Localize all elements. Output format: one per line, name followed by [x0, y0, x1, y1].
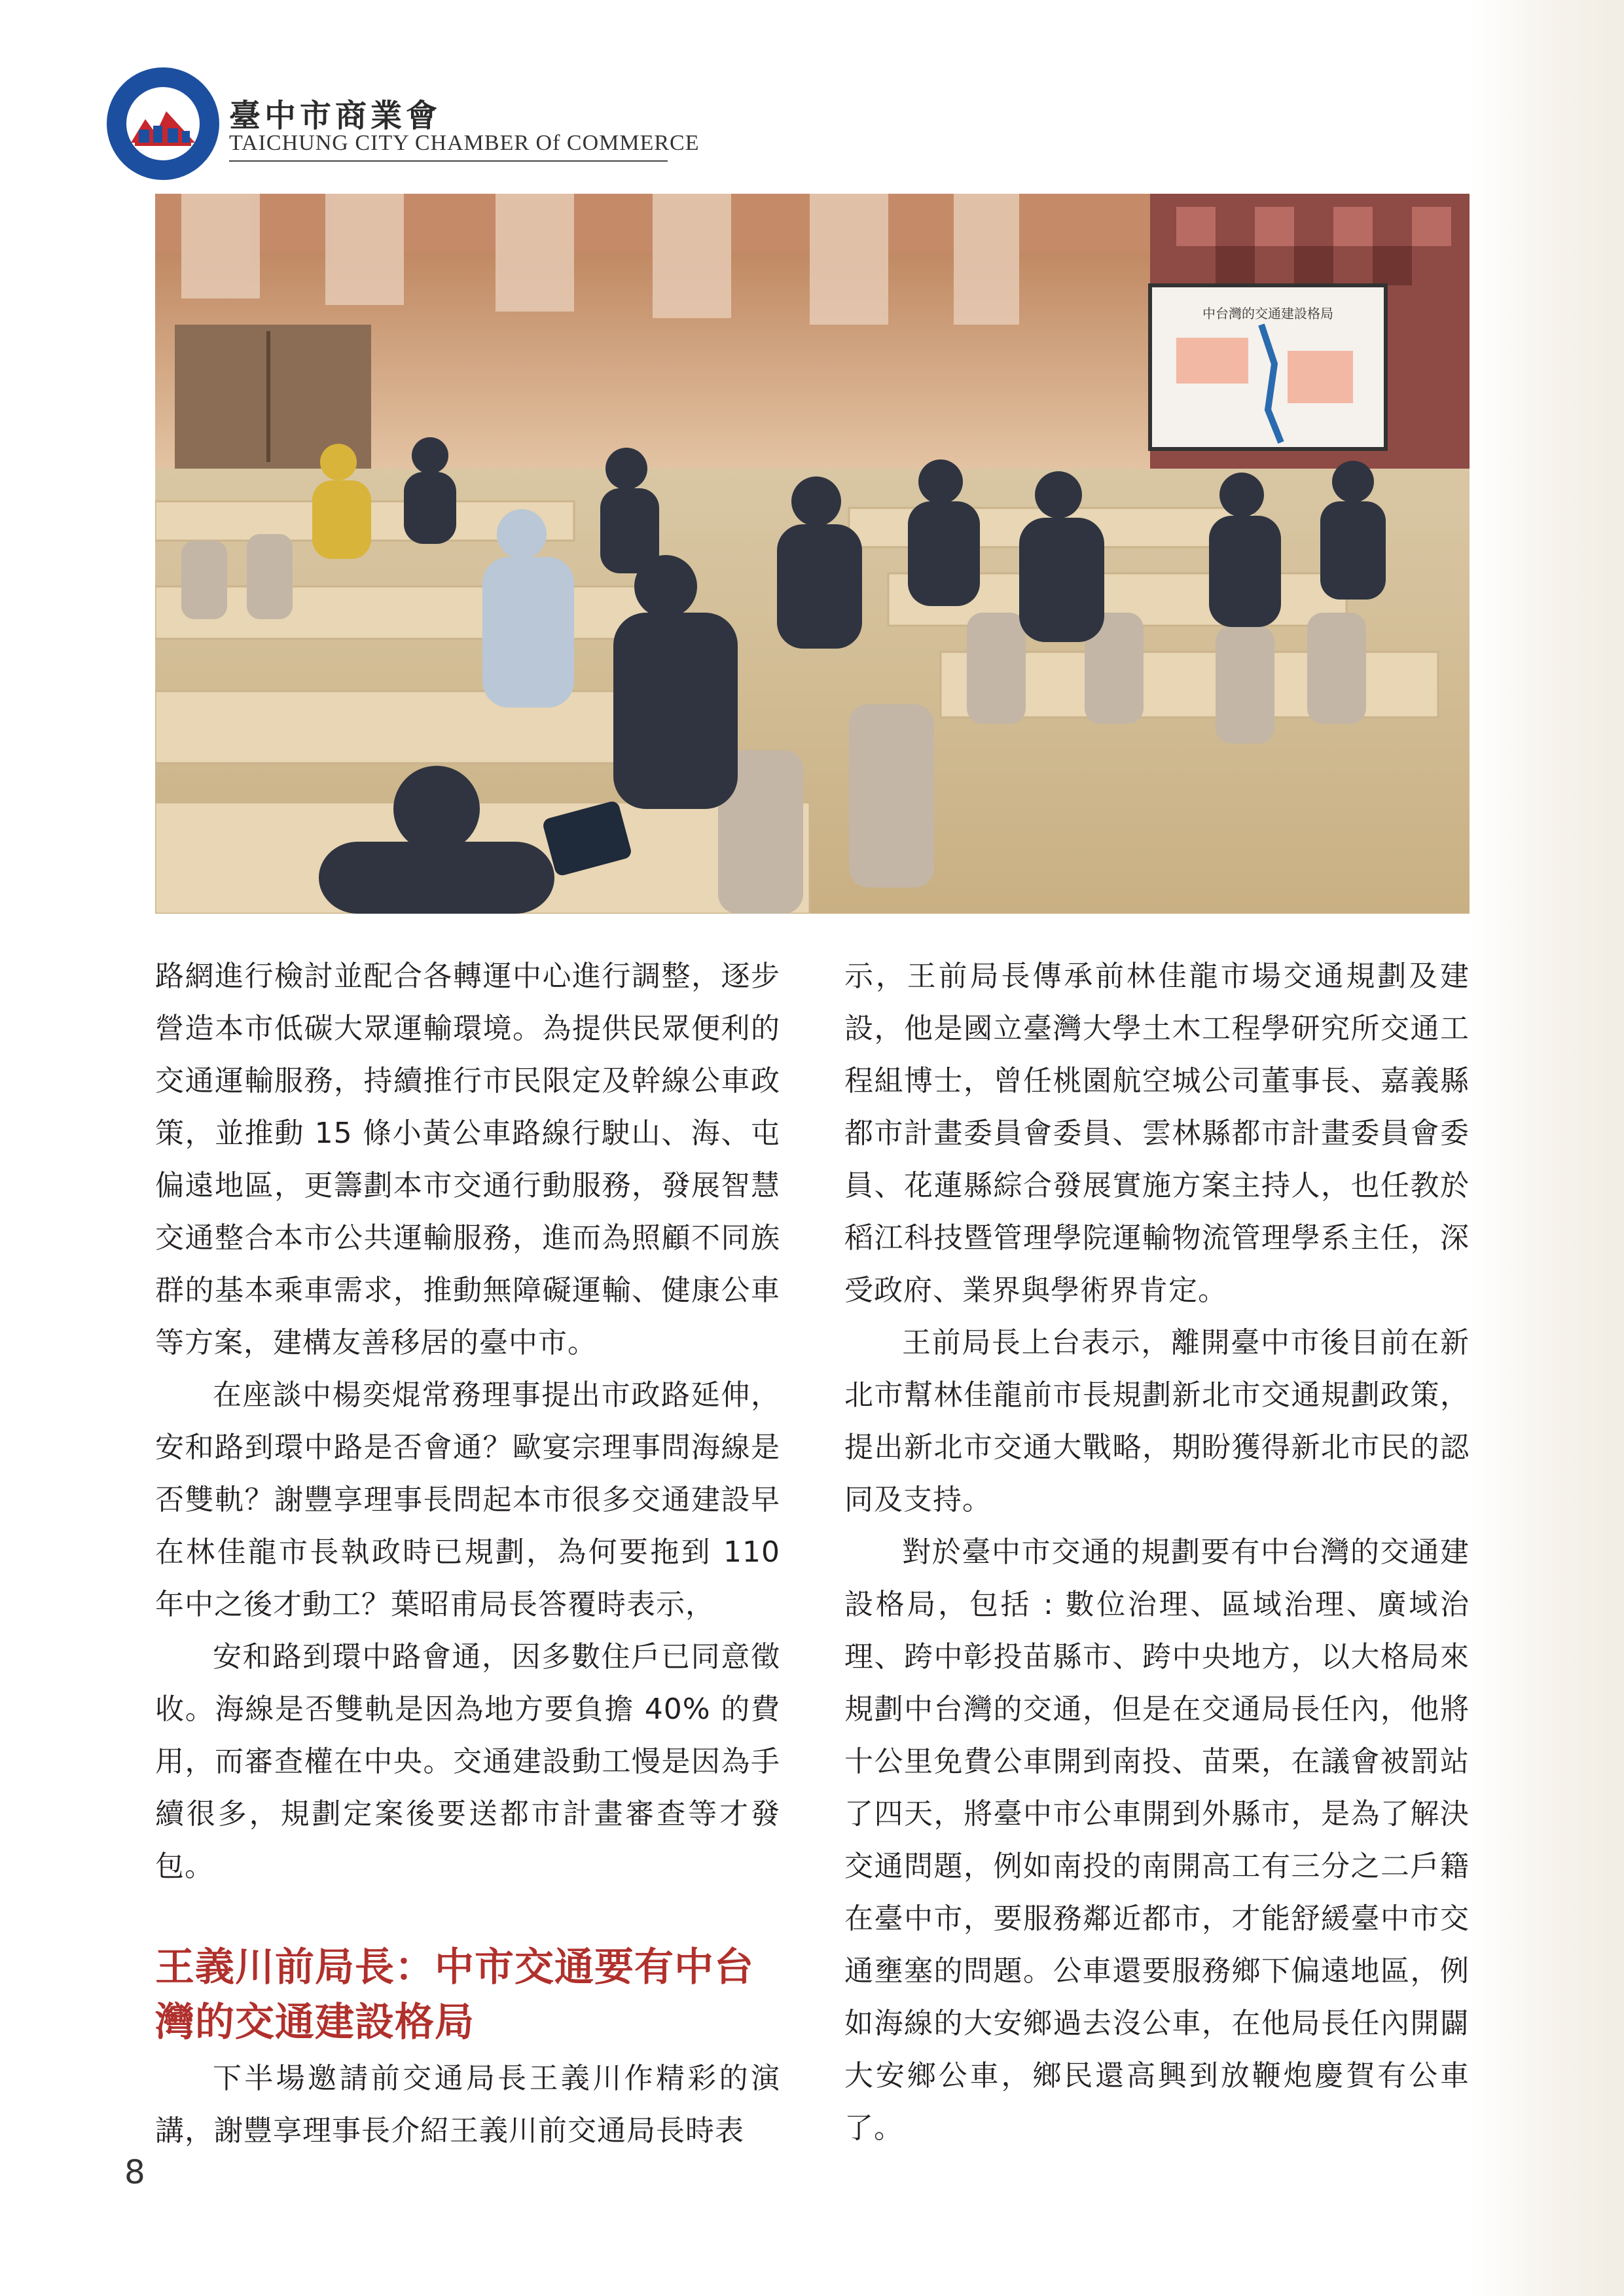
left-paragraph-3: 安和路到環中路會通，因多數住戶已同意徵收。海線是否雙軌是因為地方要負擔 40% 的費用，而審查權在中央。交通建設動工慢是因為手續很多，規劃定案後要送都市計畫審查等才發包。 — [155, 1640, 780, 1883]
left-paragraph-4: 下半場邀請前交通局長王義川作精彩的演講，謝豐享理事長介紹王義川前交通局長時表 — [155, 2062, 780, 2147]
right-paragraph-3: 對於臺中市交通的規劃要有中台灣的交通建設格局，包括 : 數位治理、區域治理、廣域治理、跨中彰投苗縣市、跨中央地方，以大格局來規劃中台灣的交通，但是在交通局長任內，他將十公里免費公車開到南投、苗栗，在議會被罰站了四天，將臺中市公車開到外縣市，是為了解決交通問題，例如南投的南開高工有三分之二戶籍在臺中市，要服務鄰近都市，才能舒緩臺中市交通壅塞的問題。公車還要服務鄉下偏遠地區，例如海線的大安鄉過去沒公車，在他局長任內開闢大安鄉公車，鄉民還高興到放鞭炮慶賀有公車了。 — [844, 1535, 1470, 2145]
chamber-logo — [105, 65, 221, 182]
org-name-en: TAICHUNG CITY CHAMBER Of COMMERCE — [229, 131, 700, 155]
section-heading: 王義川前局長：中市交通要有中台灣的交通建設格局 — [155, 1945, 754, 2045]
page-number: 8 — [124, 2153, 145, 2191]
right-paragraph-1: 示，王前局長傳承前林佳龍市場交通規劃及建設，他是國立臺灣大學土木工程學研究所交通工程組博士，曾任桃園航空城公司董事長、嘉義縣都市計畫委員會委員、雲林縣都市計畫委員會委員、花蓮縣綜合發展實施方案主持人，也任教於稻江科技暨管理學院運輸物流管理學系主任，深受政府、業界與學術界肯定。 — [844, 960, 1470, 1307]
conference-photo — [155, 194, 1470, 914]
right-paragraph-2: 王前局長上台表示，離開臺中市後目前在新北市幫林佳龍前市長規劃新北市交通規劃政策，提出新北市交通大戰略，期盼獲得新北市民的認同及支持。 — [844, 1326, 1470, 1516]
header-divider — [229, 160, 668, 162]
left-paragraph-2: 在座談中楊奕焜常務理事提出市政路延伸，安和路到環中路是否會通？歐宴宗理事問海線是否雙軌？謝豐享理事長問起本市很多交通建設早在林佳龍市長執政時已規劃，為何要拖到 110 年中之後才動工？葉昭甫局長答覆時表示， — [155, 1378, 780, 1621]
left-paragraph-1: 路網進行檢討並配合各轉運中心進行調整，逐步營造本市低碳大眾運輸環境。為提供民眾便利的交通運輸服務，持續推行市民限定及幹線公車政策，並推動 15 條小黃公車路線行駛山、海、屯偏遠地區，更籌劃本市交通行動服務，發展智慧交通整合本市公共運輸服務，進而為照顧不同族群的基本乘車需求，推動無障礙運輸、健康公車等方案，建構友善移居的臺中市。 — [155, 960, 780, 1359]
slide-title: 中台灣的交通建設格局 — [1202, 306, 1333, 321]
right-column — [844, 950, 1470, 2155]
page-side-band — [1470, 0, 1624, 2296]
org-name: 臺中市商業會 — [229, 98, 442, 134]
left-column — [155, 950, 780, 2157]
